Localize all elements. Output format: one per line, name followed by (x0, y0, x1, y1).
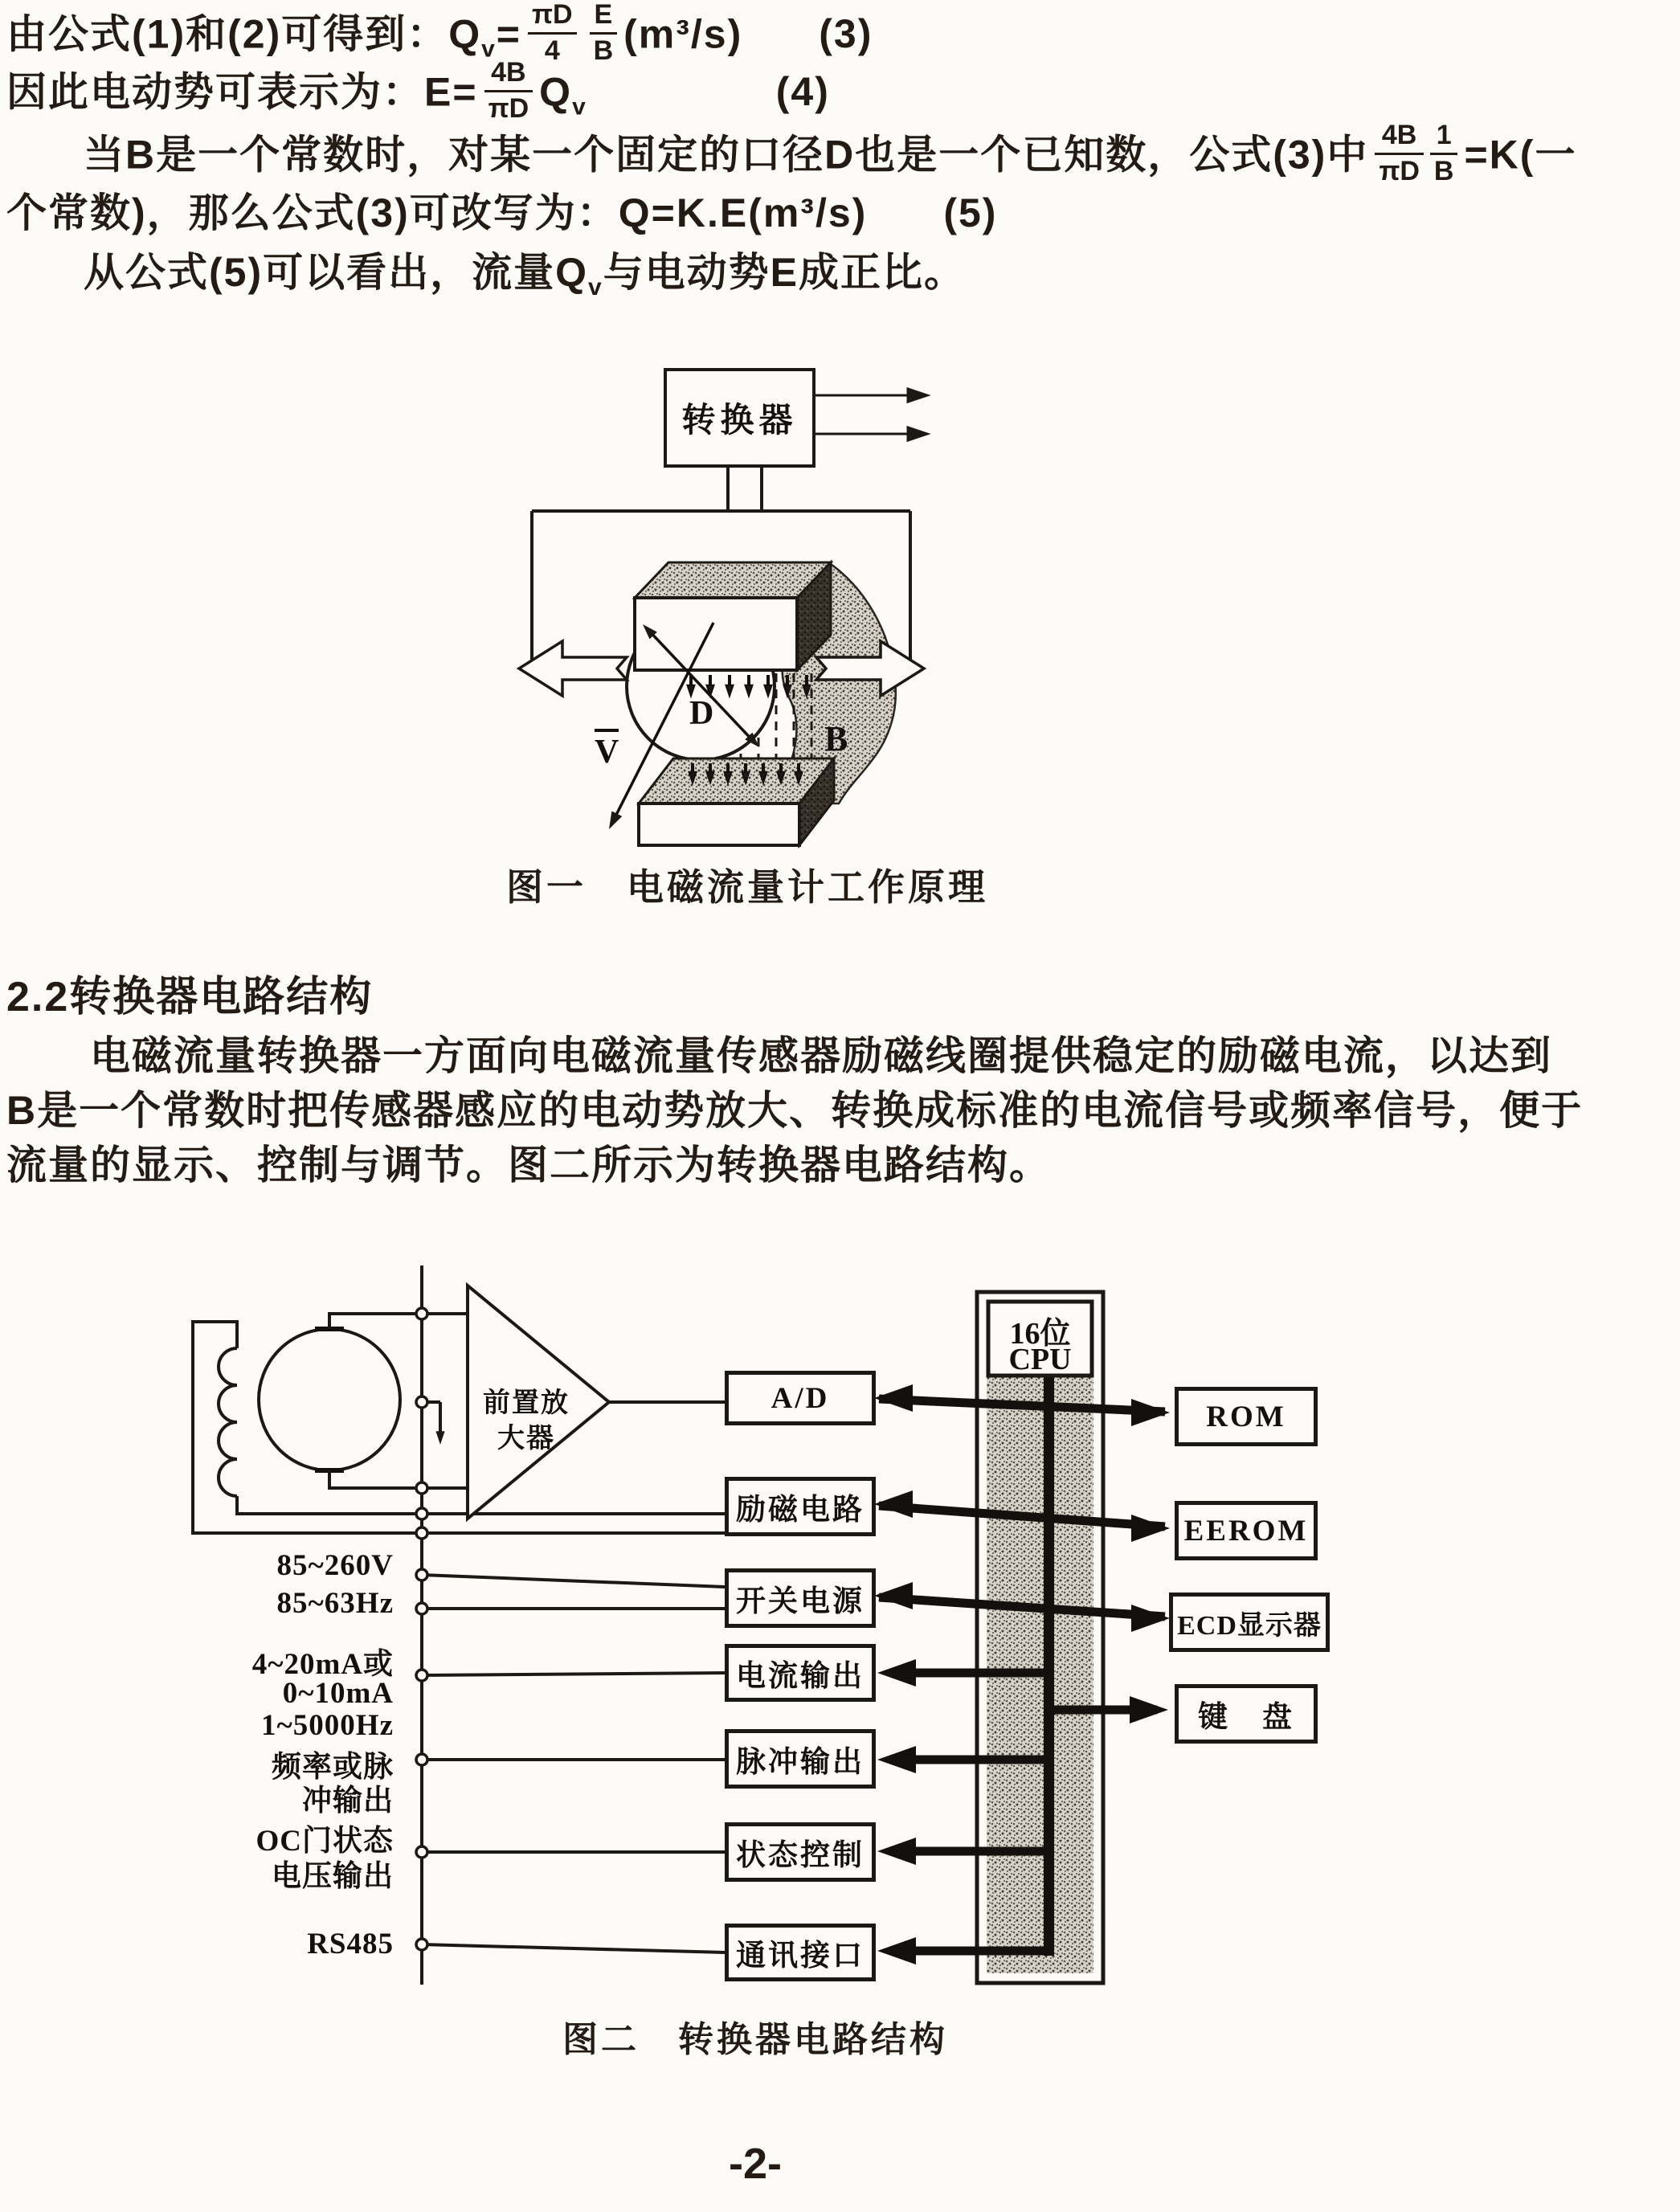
box-keyboard: 键 盘 (1175, 1684, 1318, 1744)
formula-text: = (496, 11, 521, 57)
box-switching-power: 开关电源 (725, 1568, 876, 1628)
converter-box-label: 转换器 (681, 403, 798, 440)
sensor-pipe-circle (259, 1329, 400, 1470)
label-current-range2: 0~10mA (282, 1677, 394, 1710)
box-ecd-display: ECD显示器 (1169, 1593, 1330, 1652)
box-current-output: 电流输出 (725, 1644, 876, 1702)
flux-density-label: B (824, 719, 848, 758)
cpu-label-line1: 16位 (1009, 1317, 1071, 1351)
equation-number: (5) (943, 190, 998, 235)
body-text: 当B是一个常数时，对某一个固定的口径D也是一个已知数，公式(3)中 (84, 132, 1369, 178)
label-freq-or-pulse: 频率或脉 (272, 1751, 394, 1784)
preamp-label-line1: 前置放 (483, 1388, 570, 1418)
equation-number: (4) (775, 69, 830, 115)
formula-text: (m³/s) (623, 11, 743, 57)
figure1-caption: 图一 电磁流量计工作原理 (506, 866, 988, 908)
paragraph-line: B是一个常数时把传感器感应的电动势放大、转换成标准的电流信号或频率信号，便于 (6, 1088, 1584, 1133)
box-rom: ROM (1175, 1387, 1318, 1446)
label-power-freq: 85~63Hz (276, 1587, 394, 1620)
body-text-line (84, 120, 1577, 190)
fraction-numerator: 4B (1381, 120, 1417, 150)
fraction (1375, 121, 1424, 186)
label-oc-gate-status: OC门状态 (255, 1825, 394, 1858)
fraction (484, 59, 533, 123)
label-voltage-output: 电压输出 (272, 1860, 394, 1893)
box-status-control: 状态控制 (725, 1822, 876, 1882)
cpu-bus-line (1044, 1376, 1054, 1956)
electrode-ticks (315, 1329, 344, 1470)
velocity-label (595, 733, 619, 771)
body-text: 与电动势E成正比。 (603, 250, 967, 295)
box-ad: A/D (725, 1371, 876, 1425)
label-power-voltage: 85~260V (276, 1549, 394, 1582)
formula-text: 因此电动势可表示为：E= (6, 69, 478, 115)
fraction-numerator: 1 (1436, 120, 1452, 150)
body-text: =K(一 (1464, 132, 1577, 178)
box-eerom: EEROM (1175, 1501, 1318, 1560)
formula-line-5 (6, 186, 997, 239)
io-wires (422, 1575, 725, 1952)
section-heading: 2.2转换器电路结构 (6, 974, 374, 1020)
converter-output-arrows (814, 389, 927, 440)
fraction-numerator: E (594, 0, 613, 30)
excitation-coil (219, 1348, 237, 1496)
subscript-v: v (572, 93, 587, 121)
label-freq-range: 1~5000Hz (261, 1709, 394, 1742)
label-current-range1: 4~20mA或 (251, 1648, 394, 1681)
formula-text: 由公式(1)和(2)可得到：Q (6, 11, 482, 57)
fraction-denominator: B (1430, 153, 1458, 186)
flow-arrow-left (519, 641, 627, 696)
fraction (528, 1, 577, 65)
fraction-numerator: 4B (491, 57, 526, 88)
formula-text: Q (539, 69, 573, 115)
subscript-v: v (481, 35, 497, 63)
label-rs485: RS485 (307, 1928, 394, 1961)
fraction-denominator: πD (484, 90, 533, 124)
box-pulse-output: 脉冲输出 (725, 1729, 876, 1789)
preamp-label-line2: 大器 (497, 1424, 555, 1454)
cpu-label-line2: CPU (1008, 1343, 1072, 1376)
fraction-denominator: πD (1375, 153, 1424, 186)
fraction-denominator: B (590, 32, 618, 66)
label-pulse-output: 冲输出 (302, 1785, 394, 1817)
ground-arrowhead (435, 1431, 444, 1445)
magnet-top (635, 562, 831, 670)
formula-line-4 (6, 57, 830, 133)
v-bar-text: V (595, 729, 619, 771)
body-text-line (84, 246, 966, 314)
body-text: 从公式(5)可以看出，流量Q (84, 250, 588, 295)
paragraph-line: 流量的显示、控制与调节。图二所示为转换器电路结构。 (6, 1143, 1051, 1188)
fraction (1430, 121, 1458, 186)
figure2-caption: 图二 转换器电路结构 (562, 2020, 948, 2059)
fraction-denominator: 4 (528, 32, 577, 66)
magnet-bottom (639, 758, 834, 845)
box-excitation-circuit: 励磁电路 (725, 1477, 876, 1536)
paragraph-line: 电磁流量转换器一方面向电磁流量传感器励磁线圈提供稳定的励磁电流，以达到 (90, 1033, 1552, 1078)
formula-text: 个常数)，那么公式(3)可改写为：Q=K.E(m³/s) (6, 190, 868, 235)
diameter-label: D (689, 695, 714, 732)
fraction (590, 1, 618, 65)
equation-number: (3) (819, 11, 873, 57)
box-comm-interface: 通讯接口 (725, 1924, 876, 1981)
subscript-v: v (588, 274, 603, 301)
page-number: -2- (729, 2140, 782, 2188)
fraction-numerator: πD (532, 0, 573, 30)
